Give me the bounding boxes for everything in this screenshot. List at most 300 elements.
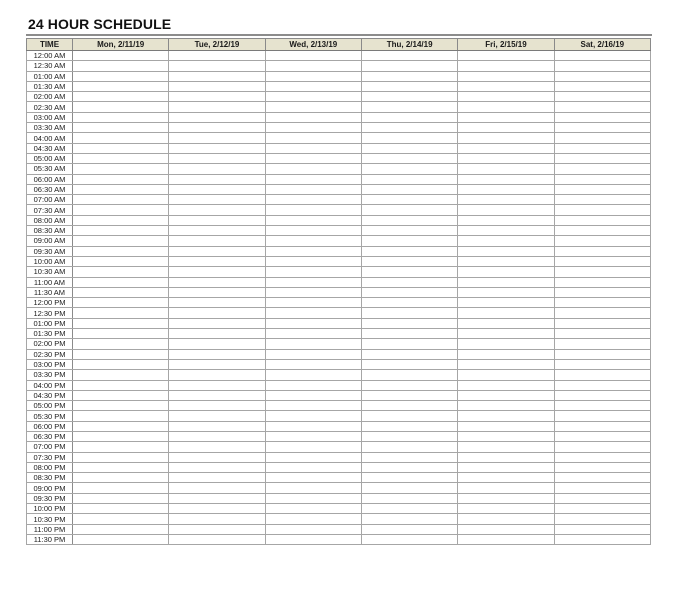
schedule-cell[interactable] bbox=[73, 298, 169, 308]
schedule-cell[interactable] bbox=[554, 339, 650, 349]
schedule-cell[interactable] bbox=[361, 359, 457, 369]
schedule-cell[interactable] bbox=[169, 298, 265, 308]
schedule-cell[interactable] bbox=[73, 452, 169, 462]
schedule-cell[interactable] bbox=[265, 123, 361, 133]
schedule-cell[interactable] bbox=[73, 184, 169, 194]
schedule-cell[interactable] bbox=[554, 246, 650, 256]
schedule-cell[interactable] bbox=[265, 442, 361, 452]
schedule-cell[interactable] bbox=[265, 390, 361, 400]
schedule-cell[interactable] bbox=[458, 370, 554, 380]
schedule-cell[interactable] bbox=[169, 236, 265, 246]
schedule-cell[interactable] bbox=[265, 339, 361, 349]
schedule-cell[interactable] bbox=[361, 452, 457, 462]
schedule-cell[interactable] bbox=[458, 308, 554, 318]
schedule-cell[interactable] bbox=[169, 215, 265, 225]
schedule-cell[interactable] bbox=[554, 102, 650, 112]
schedule-cell[interactable] bbox=[73, 318, 169, 328]
schedule-cell[interactable] bbox=[169, 71, 265, 81]
schedule-cell[interactable] bbox=[458, 493, 554, 503]
schedule-cell[interactable] bbox=[73, 92, 169, 102]
schedule-cell[interactable] bbox=[458, 133, 554, 143]
schedule-cell[interactable] bbox=[265, 524, 361, 534]
schedule-cell[interactable] bbox=[361, 236, 457, 246]
schedule-cell[interactable] bbox=[73, 462, 169, 472]
schedule-cell[interactable] bbox=[554, 401, 650, 411]
schedule-cell[interactable] bbox=[73, 164, 169, 174]
schedule-cell[interactable] bbox=[458, 61, 554, 71]
time-slot-label: 11:30 PM bbox=[27, 534, 73, 544]
schedule-cell[interactable] bbox=[73, 81, 169, 91]
schedule-cell[interactable] bbox=[458, 51, 554, 61]
schedule-cell[interactable] bbox=[361, 411, 457, 421]
schedule-cell[interactable] bbox=[265, 349, 361, 359]
schedule-cell[interactable] bbox=[169, 370, 265, 380]
schedule-cell[interactable] bbox=[361, 534, 457, 544]
schedule-cell[interactable] bbox=[73, 359, 169, 369]
schedule-cell[interactable] bbox=[169, 277, 265, 287]
schedule-cell[interactable] bbox=[554, 349, 650, 359]
schedule-cell[interactable] bbox=[458, 205, 554, 215]
schedule-cell[interactable] bbox=[361, 308, 457, 318]
schedule-cell[interactable] bbox=[73, 493, 169, 503]
schedule-cell[interactable] bbox=[554, 61, 650, 71]
schedule-cell[interactable] bbox=[265, 359, 361, 369]
schedule-cell[interactable] bbox=[458, 431, 554, 441]
schedule-cell[interactable] bbox=[169, 256, 265, 266]
schedule-cell[interactable] bbox=[458, 184, 554, 194]
schedule-cell[interactable] bbox=[458, 246, 554, 256]
schedule-cell[interactable] bbox=[361, 318, 457, 328]
schedule-cell[interactable] bbox=[458, 390, 554, 400]
schedule-cell[interactable] bbox=[73, 51, 169, 61]
schedule-cell[interactable] bbox=[169, 308, 265, 318]
schedule-cell[interactable] bbox=[169, 51, 265, 61]
schedule-cell[interactable] bbox=[73, 287, 169, 297]
schedule-cell[interactable] bbox=[554, 256, 650, 266]
schedule-cell[interactable] bbox=[265, 421, 361, 431]
time-slot-label: 08:00 PM bbox=[27, 462, 73, 472]
schedule-cell[interactable] bbox=[73, 442, 169, 452]
schedule-cell[interactable] bbox=[361, 61, 457, 71]
schedule-cell[interactable] bbox=[554, 504, 650, 514]
schedule-cell[interactable] bbox=[458, 359, 554, 369]
schedule-cell[interactable] bbox=[554, 153, 650, 163]
schedule-cell[interactable] bbox=[265, 277, 361, 287]
schedule-cell[interactable] bbox=[554, 81, 650, 91]
schedule-cell[interactable] bbox=[361, 153, 457, 163]
time-slot-row bbox=[27, 51, 651, 61]
schedule-cell[interactable] bbox=[361, 51, 457, 61]
schedule-cell[interactable] bbox=[265, 92, 361, 102]
schedule-cell[interactable] bbox=[361, 102, 457, 112]
schedule-cell[interactable] bbox=[458, 401, 554, 411]
schedule-cell[interactable] bbox=[554, 370, 650, 380]
schedule-cell[interactable] bbox=[169, 504, 265, 514]
schedule-cell[interactable] bbox=[265, 318, 361, 328]
schedule-cell[interactable] bbox=[361, 133, 457, 143]
schedule-cell[interactable] bbox=[361, 421, 457, 431]
schedule-cell[interactable] bbox=[73, 401, 169, 411]
schedule-cell[interactable] bbox=[265, 71, 361, 81]
schedule-cell[interactable] bbox=[361, 380, 457, 390]
schedule-cell[interactable] bbox=[265, 452, 361, 462]
schedule-cell[interactable] bbox=[554, 308, 650, 318]
schedule-cell[interactable] bbox=[458, 81, 554, 91]
schedule-cell[interactable] bbox=[265, 411, 361, 421]
schedule-cell[interactable] bbox=[265, 51, 361, 61]
schedule-cell[interactable] bbox=[361, 71, 457, 81]
schedule-cell[interactable] bbox=[361, 143, 457, 153]
schedule-cell[interactable] bbox=[265, 534, 361, 544]
schedule-cell[interactable] bbox=[554, 226, 650, 236]
schedule-cell[interactable] bbox=[458, 298, 554, 308]
schedule-cell[interactable] bbox=[554, 462, 650, 472]
schedule-cell[interactable] bbox=[73, 534, 169, 544]
schedule-cell[interactable] bbox=[73, 226, 169, 236]
schedule-cell[interactable] bbox=[554, 452, 650, 462]
schedule-cell[interactable] bbox=[73, 112, 169, 122]
schedule-cell[interactable] bbox=[73, 153, 169, 163]
schedule-cell[interactable] bbox=[73, 349, 169, 359]
schedule-cell[interactable] bbox=[361, 267, 457, 277]
schedule-cell[interactable] bbox=[169, 339, 265, 349]
schedule-cell[interactable] bbox=[73, 215, 169, 225]
schedule-cell[interactable] bbox=[458, 226, 554, 236]
schedule-cell[interactable] bbox=[73, 380, 169, 390]
schedule-cell[interactable] bbox=[265, 143, 361, 153]
schedule-cell[interactable] bbox=[554, 431, 650, 441]
schedule-cell[interactable] bbox=[73, 205, 169, 215]
schedule-cell[interactable] bbox=[169, 349, 265, 359]
schedule-cell[interactable] bbox=[554, 534, 650, 544]
time-slot-label: 02:30 PM bbox=[27, 349, 73, 359]
schedule-cell[interactable] bbox=[265, 287, 361, 297]
schedule-cell[interactable] bbox=[361, 462, 457, 472]
schedule-cell[interactable] bbox=[169, 380, 265, 390]
schedule-cell[interactable] bbox=[554, 71, 650, 81]
schedule-cell[interactable] bbox=[361, 431, 457, 441]
schedule-cell[interactable] bbox=[73, 143, 169, 153]
schedule-cell[interactable] bbox=[361, 92, 457, 102]
schedule-cell[interactable] bbox=[265, 504, 361, 514]
time-slot-row bbox=[27, 534, 651, 544]
schedule-cell[interactable] bbox=[458, 411, 554, 421]
schedule-cell[interactable] bbox=[265, 431, 361, 441]
schedule-cell[interactable] bbox=[265, 246, 361, 256]
schedule-cell[interactable] bbox=[169, 92, 265, 102]
schedule-cell[interactable] bbox=[265, 215, 361, 225]
schedule-cell[interactable] bbox=[169, 123, 265, 133]
schedule-cell[interactable] bbox=[265, 102, 361, 112]
schedule-cell[interactable] bbox=[169, 442, 265, 452]
schedule-cell[interactable] bbox=[169, 164, 265, 174]
schedule-cell[interactable] bbox=[265, 514, 361, 524]
schedule-cell[interactable] bbox=[265, 401, 361, 411]
schedule-cell[interactable] bbox=[361, 112, 457, 122]
schedule-cell[interactable] bbox=[458, 462, 554, 472]
schedule-cell[interactable] bbox=[73, 431, 169, 441]
schedule-cell[interactable] bbox=[554, 133, 650, 143]
schedule-cell[interactable] bbox=[458, 380, 554, 390]
schedule-cell[interactable] bbox=[458, 421, 554, 431]
schedule-cell[interactable] bbox=[361, 205, 457, 215]
schedule-cell[interactable] bbox=[73, 504, 169, 514]
schedule-cell[interactable] bbox=[361, 277, 457, 287]
schedule-cell[interactable] bbox=[169, 153, 265, 163]
schedule-cell[interactable] bbox=[554, 174, 650, 184]
schedule-cell[interactable] bbox=[458, 215, 554, 225]
schedule-cell[interactable] bbox=[458, 452, 554, 462]
schedule-cell[interactable] bbox=[554, 205, 650, 215]
schedule-cell[interactable] bbox=[73, 524, 169, 534]
schedule-cell[interactable] bbox=[361, 514, 457, 524]
schedule-cell[interactable] bbox=[169, 524, 265, 534]
schedule-cell[interactable] bbox=[265, 112, 361, 122]
schedule-cell[interactable] bbox=[554, 92, 650, 102]
schedule-cell[interactable] bbox=[458, 339, 554, 349]
schedule-cell[interactable] bbox=[73, 514, 169, 524]
schedule-cell[interactable] bbox=[73, 473, 169, 483]
schedule-cell[interactable] bbox=[458, 318, 554, 328]
schedule-cell[interactable] bbox=[554, 514, 650, 524]
schedule-cell[interactable] bbox=[73, 267, 169, 277]
schedule-cell[interactable] bbox=[554, 195, 650, 205]
schedule-cell[interactable] bbox=[361, 298, 457, 308]
schedule-cell[interactable] bbox=[265, 133, 361, 143]
schedule-cell[interactable] bbox=[265, 81, 361, 91]
schedule-cell[interactable] bbox=[361, 504, 457, 514]
schedule-cell[interactable] bbox=[169, 205, 265, 215]
schedule-cell[interactable] bbox=[169, 483, 265, 493]
schedule-cell[interactable] bbox=[554, 164, 650, 174]
schedule-cell[interactable] bbox=[73, 277, 169, 287]
schedule-cell[interactable] bbox=[458, 102, 554, 112]
schedule-cell[interactable] bbox=[554, 277, 650, 287]
schedule-cell[interactable] bbox=[169, 462, 265, 472]
schedule-cell[interactable] bbox=[458, 329, 554, 339]
schedule-cell[interactable] bbox=[169, 226, 265, 236]
schedule-cell[interactable] bbox=[554, 287, 650, 297]
schedule-cell[interactable] bbox=[458, 195, 554, 205]
schedule-cell[interactable] bbox=[169, 411, 265, 421]
schedule-cell[interactable] bbox=[169, 112, 265, 122]
schedule-cell[interactable] bbox=[265, 298, 361, 308]
time-slot-row bbox=[27, 493, 651, 503]
schedule-cell[interactable] bbox=[73, 246, 169, 256]
schedule-cell[interactable] bbox=[361, 81, 457, 91]
schedule-cell[interactable] bbox=[73, 174, 169, 184]
schedule-cell[interactable] bbox=[361, 401, 457, 411]
schedule-cell[interactable] bbox=[361, 123, 457, 133]
schedule-cell[interactable] bbox=[265, 195, 361, 205]
schedule-cell[interactable] bbox=[554, 51, 650, 61]
schedule-cell[interactable] bbox=[554, 215, 650, 225]
schedule-cell[interactable] bbox=[554, 267, 650, 277]
schedule-cell[interactable] bbox=[554, 442, 650, 452]
schedule-cell[interactable] bbox=[73, 411, 169, 421]
schedule-cell[interactable] bbox=[265, 61, 361, 71]
schedule-cell[interactable] bbox=[265, 308, 361, 318]
schedule-cell[interactable] bbox=[169, 184, 265, 194]
schedule-cell[interactable] bbox=[169, 61, 265, 71]
schedule-cell[interactable] bbox=[458, 164, 554, 174]
schedule-cell[interactable] bbox=[265, 236, 361, 246]
schedule-cell[interactable] bbox=[169, 267, 265, 277]
schedule-cell[interactable] bbox=[73, 133, 169, 143]
schedule-cell[interactable] bbox=[554, 236, 650, 246]
schedule-cell[interactable] bbox=[361, 493, 457, 503]
schedule-cell[interactable] bbox=[169, 493, 265, 503]
schedule-cell[interactable] bbox=[458, 534, 554, 544]
schedule-cell[interactable] bbox=[265, 483, 361, 493]
schedule-cell[interactable] bbox=[169, 174, 265, 184]
schedule-cell[interactable] bbox=[169, 473, 265, 483]
schedule-cell[interactable] bbox=[554, 123, 650, 133]
schedule-cell[interactable] bbox=[361, 442, 457, 452]
schedule-cell[interactable] bbox=[458, 277, 554, 287]
schedule-cell[interactable] bbox=[458, 483, 554, 493]
schedule-cell[interactable] bbox=[73, 483, 169, 493]
schedule-cell[interactable] bbox=[458, 236, 554, 246]
schedule-cell[interactable] bbox=[265, 267, 361, 277]
schedule-cell[interactable] bbox=[265, 174, 361, 184]
schedule-cell[interactable] bbox=[361, 390, 457, 400]
schedule-cell[interactable] bbox=[361, 164, 457, 174]
schedule-cell[interactable] bbox=[169, 421, 265, 431]
schedule-cell[interactable] bbox=[73, 236, 169, 246]
schedule-cell[interactable] bbox=[458, 112, 554, 122]
schedule-cell[interactable] bbox=[169, 287, 265, 297]
schedule-cell[interactable] bbox=[458, 287, 554, 297]
schedule-cell[interactable] bbox=[458, 442, 554, 452]
schedule-cell[interactable] bbox=[169, 452, 265, 462]
schedule-cell[interactable] bbox=[554, 524, 650, 534]
schedule-cell[interactable] bbox=[73, 195, 169, 205]
schedule-cell[interactable] bbox=[73, 329, 169, 339]
schedule-cell[interactable] bbox=[361, 215, 457, 225]
schedule-cell[interactable] bbox=[361, 184, 457, 194]
schedule-cell[interactable] bbox=[169, 514, 265, 524]
schedule-cell[interactable] bbox=[458, 153, 554, 163]
schedule-cell[interactable] bbox=[554, 493, 650, 503]
schedule-cell[interactable] bbox=[458, 71, 554, 81]
schedule-cell[interactable] bbox=[169, 431, 265, 441]
schedule-cell[interactable] bbox=[361, 473, 457, 483]
schedule-cell[interactable] bbox=[361, 256, 457, 266]
schedule-cell[interactable] bbox=[554, 473, 650, 483]
schedule-cell[interactable] bbox=[361, 329, 457, 339]
schedule-cell[interactable] bbox=[554, 329, 650, 339]
schedule-cell[interactable] bbox=[169, 143, 265, 153]
time-column-header: TIME bbox=[27, 39, 73, 51]
schedule-cell[interactable] bbox=[169, 102, 265, 112]
schedule-cell[interactable] bbox=[73, 71, 169, 81]
time-slot-label: 06:30 PM bbox=[27, 431, 73, 441]
time-slot-row bbox=[27, 308, 651, 318]
schedule-cell[interactable] bbox=[265, 380, 361, 390]
schedule-cell[interactable] bbox=[458, 349, 554, 359]
schedule-cell[interactable] bbox=[265, 493, 361, 503]
schedule-cell[interactable] bbox=[73, 339, 169, 349]
schedule-cell[interactable] bbox=[265, 184, 361, 194]
time-slot-label: 02:30 AM bbox=[27, 102, 73, 112]
schedule-cell[interactable] bbox=[169, 246, 265, 256]
schedule-cell[interactable] bbox=[169, 401, 265, 411]
schedule-cell[interactable] bbox=[265, 226, 361, 236]
schedule-cell[interactable] bbox=[169, 81, 265, 91]
schedule-cell[interactable] bbox=[554, 411, 650, 421]
schedule-cell[interactable] bbox=[265, 153, 361, 163]
schedule-cell[interactable] bbox=[265, 462, 361, 472]
schedule-cell[interactable] bbox=[554, 421, 650, 431]
schedule-cell[interactable] bbox=[554, 184, 650, 194]
time-slot-row bbox=[27, 133, 651, 143]
schedule-cell[interactable] bbox=[554, 483, 650, 493]
schedule-cell[interactable] bbox=[361, 226, 457, 236]
schedule-cell[interactable] bbox=[265, 256, 361, 266]
schedule-cell[interactable] bbox=[169, 318, 265, 328]
schedule-cell[interactable] bbox=[458, 174, 554, 184]
schedule-cell[interactable] bbox=[361, 339, 457, 349]
schedule-cell[interactable] bbox=[554, 298, 650, 308]
schedule-cell[interactable] bbox=[361, 174, 457, 184]
schedule-cell[interactable] bbox=[73, 102, 169, 112]
schedule-cell[interactable] bbox=[554, 380, 650, 390]
schedule-cell[interactable] bbox=[169, 133, 265, 143]
schedule-cell[interactable] bbox=[554, 390, 650, 400]
schedule-cell[interactable] bbox=[265, 370, 361, 380]
schedule-cell[interactable] bbox=[361, 349, 457, 359]
schedule-cell[interactable] bbox=[169, 329, 265, 339]
schedule-cell[interactable] bbox=[458, 256, 554, 266]
schedule-cell[interactable] bbox=[554, 318, 650, 328]
schedule-cell[interactable] bbox=[169, 359, 265, 369]
schedule-cell[interactable] bbox=[265, 473, 361, 483]
schedule-cell[interactable] bbox=[265, 164, 361, 174]
schedule-cell[interactable] bbox=[361, 287, 457, 297]
schedule-cell[interactable] bbox=[458, 143, 554, 153]
schedule-cell[interactable] bbox=[361, 483, 457, 493]
schedule-cell[interactable] bbox=[361, 195, 457, 205]
time-slot-row bbox=[27, 123, 651, 133]
schedule-cell[interactable] bbox=[554, 359, 650, 369]
schedule-cell[interactable] bbox=[458, 123, 554, 133]
schedule-cell[interactable] bbox=[554, 143, 650, 153]
schedule-cell[interactable] bbox=[458, 473, 554, 483]
schedule-cell[interactable] bbox=[361, 246, 457, 256]
schedule-cell[interactable] bbox=[169, 534, 265, 544]
schedule-cell[interactable] bbox=[458, 504, 554, 514]
schedule-cell[interactable] bbox=[458, 92, 554, 102]
schedule-cell[interactable] bbox=[73, 390, 169, 400]
schedule-cell[interactable] bbox=[73, 308, 169, 318]
schedule-cell[interactable] bbox=[554, 112, 650, 122]
schedule-cell[interactable] bbox=[73, 370, 169, 380]
schedule-cell[interactable] bbox=[73, 123, 169, 133]
schedule-cell[interactable] bbox=[458, 524, 554, 534]
schedule-cell[interactable] bbox=[361, 370, 457, 380]
schedule-cell[interactable] bbox=[458, 267, 554, 277]
schedule-cell[interactable] bbox=[361, 524, 457, 534]
schedule-cell[interactable] bbox=[458, 514, 554, 524]
schedule-cell[interactable] bbox=[265, 205, 361, 215]
schedule-cell[interactable] bbox=[73, 61, 169, 71]
schedule-cell[interactable] bbox=[169, 195, 265, 205]
schedule-cell[interactable] bbox=[73, 256, 169, 266]
schedule-cell[interactable] bbox=[265, 329, 361, 339]
schedule-cell[interactable] bbox=[169, 390, 265, 400]
schedule-cell[interactable] bbox=[73, 421, 169, 431]
